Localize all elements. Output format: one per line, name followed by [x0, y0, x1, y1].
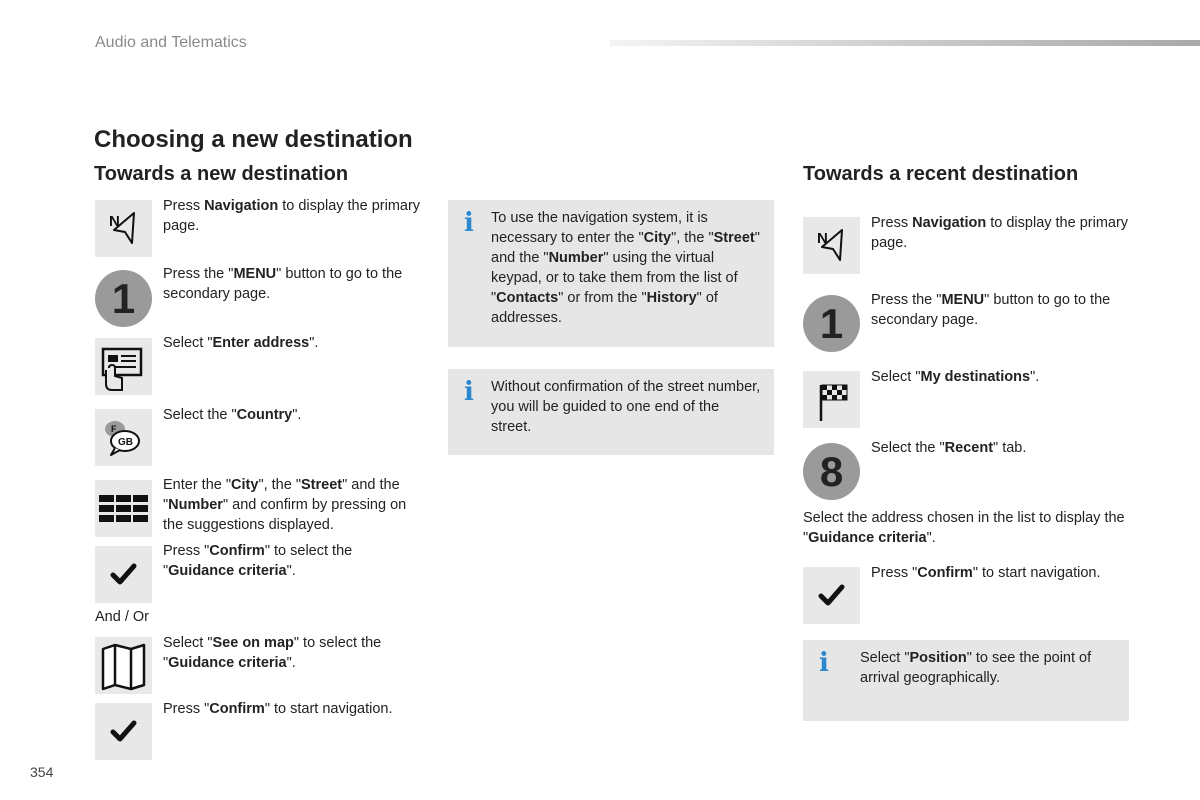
step-number-1: 1	[95, 270, 152, 327]
checkered-flag-icon	[803, 371, 860, 428]
right-step-1-text: Press Navigation to display the primary page.	[871, 215, 1129, 251]
header-bar	[610, 40, 1200, 46]
left-step-8-text: Press "Confirm" to start navigation.	[163, 701, 393, 717]
keypad-icon	[95, 480, 152, 537]
and-or-label: And / Or	[95, 609, 149, 625]
right-step-4-text: Select the "Recent" tab.	[871, 440, 1027, 456]
svg-text:N: N	[817, 230, 828, 247]
checkmark-icon	[803, 567, 860, 624]
enter-address-icon	[95, 338, 152, 395]
info-icon: i	[464, 377, 474, 407]
left-step-1-text: Press Navigation to display the primary page.	[163, 198, 421, 234]
info-note-text: To use the navigation system, it is necessary to enter the "City", the "Street" and the "Number" using the virtual keypad, or to take them from the list of "Contacts" or from the "History" of addresses.	[491, 210, 760, 326]
checkmark-icon	[95, 703, 152, 760]
right-step-2-text: Press the "MENU" button to go to the secondary page.	[871, 292, 1111, 328]
left-step-2-text: Press the "MENU" button to go to the secondary page.	[163, 266, 403, 302]
right-step-5-text: Select the address chosen in the list to display the "Guidance criteria".	[803, 510, 1125, 546]
info-note-position	[803, 640, 1129, 721]
left-step-6-text: Press "Confirm" to select the "Guidance criteria".	[163, 543, 353, 579]
left-step-7-text: Select "See on map" to select the "Guidance criteria".	[163, 635, 382, 671]
step-number-1: 1	[803, 295, 860, 352]
left-step-3-text: Select "Enter address".	[163, 335, 319, 351]
left-step-5-text: Enter the "City", the "Street" and the "Number" and confirm by pressing on the suggestions displayed.	[163, 477, 407, 533]
map-icon	[95, 637, 152, 694]
right-heading: Towards a recent destination	[803, 163, 1079, 185]
navigation-icon	[803, 217, 860, 274]
svg-text:GB: GB	[118, 437, 133, 448]
left-heading: Towards a new destination	[94, 163, 349, 185]
checkmark-icon	[95, 546, 152, 603]
svg-text:N: N	[109, 213, 120, 230]
info-note-text: Select "Position" to see the point of arrival geographically.	[860, 650, 1092, 686]
info-note-street-number	[448, 369, 774, 455]
step-number-8: 8	[803, 443, 860, 500]
info-icon: i	[819, 648, 829, 678]
info-note-keypad	[448, 200, 774, 347]
page-number: 354	[30, 764, 54, 780]
right-step-3-text: Select "My destinations".	[871, 369, 1040, 385]
left-step-4-text: Select the "Country".	[163, 407, 302, 423]
navigation-icon	[95, 200, 152, 257]
info-icon: i	[464, 208, 474, 238]
info-note-text: Without confirmation of the street number, you will be guided to one end of the street.	[491, 379, 761, 435]
header-section-title: Audio and Telematics	[95, 34, 247, 51]
page-title: Choosing a new destination	[94, 126, 413, 153]
svg-text:F: F	[111, 424, 117, 434]
country-icon	[95, 409, 152, 466]
right-step-6-text: Press "Confirm" to start navigation.	[871, 565, 1101, 581]
